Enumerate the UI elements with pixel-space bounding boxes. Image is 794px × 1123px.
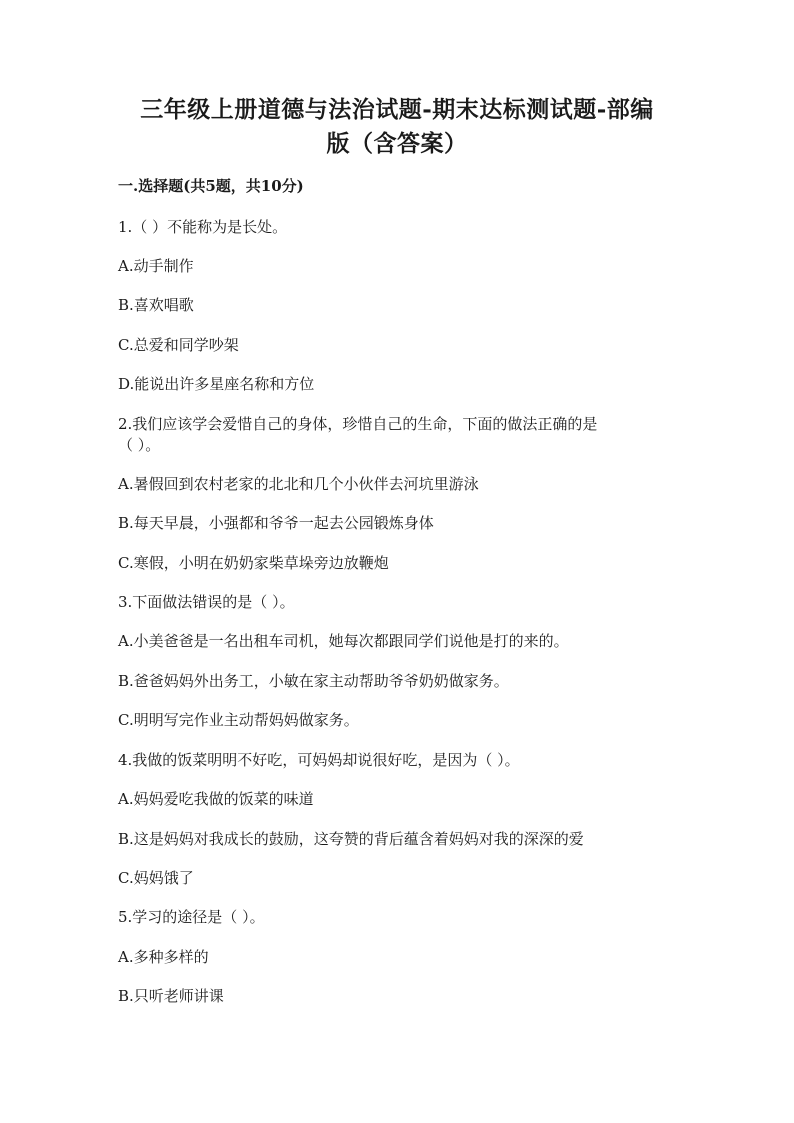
- question-4-stem: 4.我做的饭菜明明不好吃，可妈妈却说很好吃，是因为（ ）。: [118, 751, 520, 769]
- title-line-1: 三年级上册道德与法治试题-期末达标测试题-部编: [140, 96, 654, 123]
- question-2-option-a: A.暑假回到农村老家的北北和几个小伙伴去河坑里游泳: [118, 475, 479, 493]
- question-5-stem: 5.学习的途径是（ ）。: [118, 908, 265, 926]
- question-5-option-b: B.只听老师讲课: [118, 987, 224, 1005]
- question-3-option-c: C.明明写完作业主动帮妈妈做家务。: [118, 711, 359, 729]
- question-1-option-c: C.总爱和同学吵架: [118, 336, 239, 354]
- question-3-option-a: A.小美爸爸是一名出租车司机，她每次都跟同学们说他是打的来的。: [118, 632, 569, 650]
- question-3-stem: 3.下面做法错误的是（ ）。: [118, 593, 295, 611]
- question-1-stem: 1.（ ）不能称为是长处。: [118, 218, 288, 236]
- question-4-option-a: A.妈妈爱吃我做的饭菜的味道: [118, 790, 314, 808]
- question-3-option-b: B.爸爸妈妈外出务工，小敏在家主动帮助爷爷奶奶做家务。: [118, 672, 509, 690]
- title-line-2: 版（含答案）: [326, 130, 468, 157]
- document-title: [100, 93, 694, 161]
- question-2-option-c: C.寒假，小明在奶奶家柴草垛旁边放鞭炮: [118, 554, 389, 572]
- question-2-option-b: B.每天早晨，小强都和爷爷一起去公园锻炼身体: [118, 514, 434, 532]
- question-2-stem-line-1: 2.我们应该学会爱惜自己的身体，珍惜自己的生命，下面的做法正确的是: [118, 415, 598, 433]
- question-4-option-c: C.妈妈饿了: [118, 869, 194, 887]
- question-4-option-b: B.这是妈妈对我成长的鼓励，这夸赞的背后蕴含着妈妈对我的深深的爱: [118, 830, 584, 848]
- section-heading: 一.选择题(共5题，共10分): [118, 177, 304, 195]
- question-1-option-b: B.喜欢唱歌: [118, 296, 194, 314]
- question-2-stem-line-2: （ ）。: [118, 436, 161, 454]
- question-1-option-a: A.动手制作: [118, 257, 194, 275]
- question-1-option-d: D.能说出许多星座名称和方位: [118, 375, 315, 393]
- question-5-option-a: A.多种多样的: [118, 948, 209, 966]
